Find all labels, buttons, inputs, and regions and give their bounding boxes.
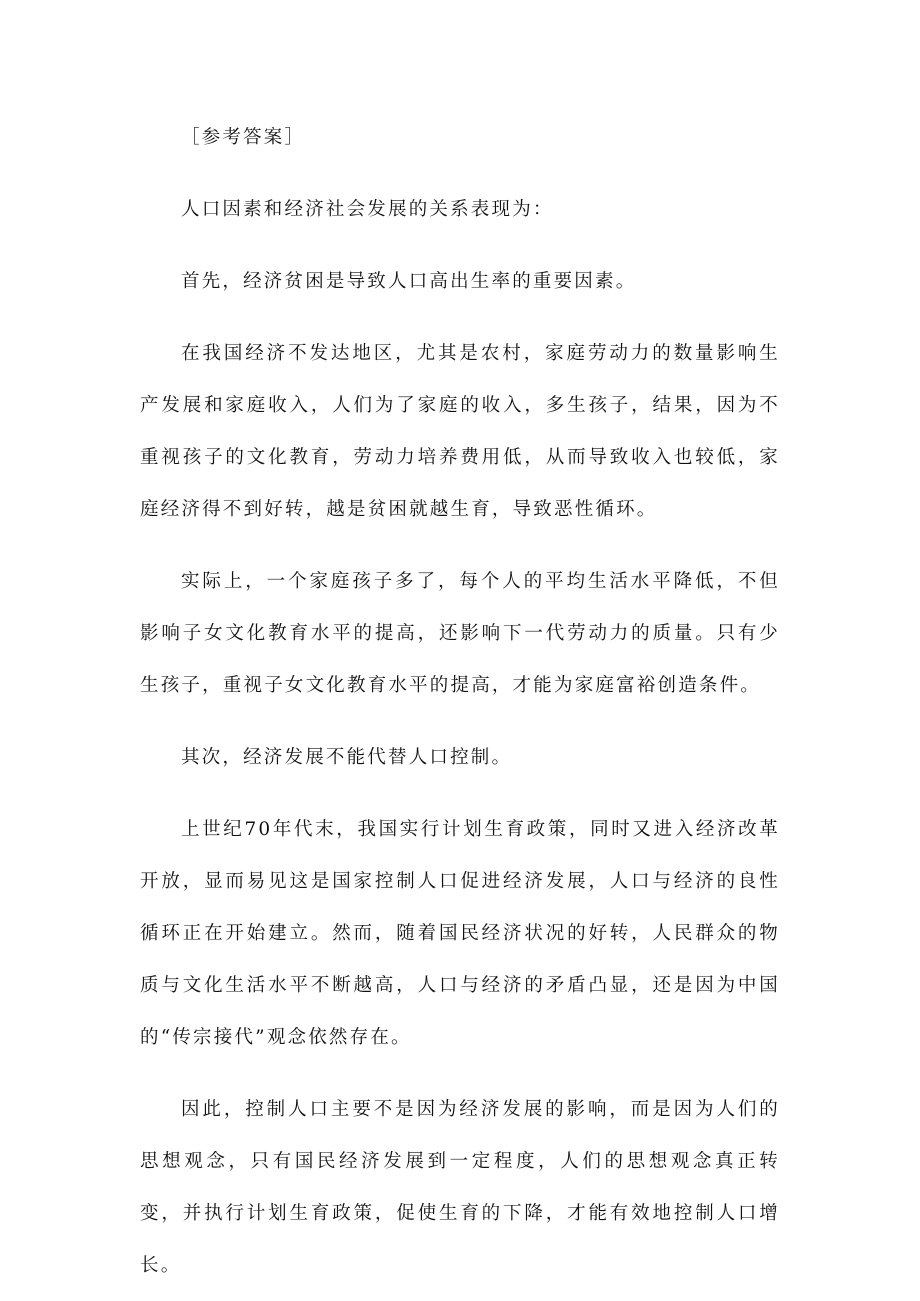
paragraph-history: 上世纪70年代末，我国实行计划生育政策，同时又进入经济改革开放，显而易见这是国家控制人口促进经济发展，人口与经济的良性循环正在开始建立。然而，随着国民经济状况的好转，人民群众的物质与文化生活水平不断越高，人口与经济的矛盾凸显，还是因为中国的“传宗接代”观念依然存在。 bbox=[140, 819, 780, 1048]
paragraph-rural-poverty: 在我国经济不发达地区，尤其是农村，家庭劳动力的数量影响生产发展和家庭收入，人们为了家庭的收入，多生孩子，结果，因为不重视孩子的文化教育，劳动力培养费用低，从而导致收入也较低，家庭经济得不到好转，越是贫困就越生育，导致恶性循环。 bbox=[140, 343, 780, 520]
paragraph-intro: 人口因素和经济社会发展的关系表现为： bbox=[181, 199, 554, 220]
paragraph-first-point: 首先，经济贫困是导致人口高出生率的重要因素。 bbox=[181, 271, 637, 292]
spacer bbox=[140, 1064, 780, 1084]
spacer bbox=[140, 236, 780, 256]
spacer bbox=[140, 536, 780, 556]
spacer bbox=[140, 164, 780, 184]
spacer bbox=[140, 712, 780, 732]
document-body bbox=[140, 112, 780, 1292]
paragraph-second-point: 其次，经济发展不能代替人口控制。 bbox=[181, 747, 513, 768]
spacer bbox=[140, 784, 780, 804]
spacer bbox=[140, 308, 780, 328]
paragraph-family-size: 实际上，一个家庭孩子多了，每个人的平均生活水平降低，不但影响子女文化教育水平的提高，还影响下一代劳动力的质量。只有少生孩子，重视子女文化教育水平的提高，才能为家庭富裕创造条件。 bbox=[140, 571, 780, 696]
paragraph-conclusion: 因此，控制人口主要不是因为经济发展的影响，而是因为人们的思想观念，只有国民经济发展到一定程度，人们的思想观念真正转变，并执行计划生育政策，促使生育的下降，才能有效地控制人口增长。 bbox=[140, 1099, 780, 1276]
answer-heading: ［参考答案］ bbox=[181, 127, 306, 148]
